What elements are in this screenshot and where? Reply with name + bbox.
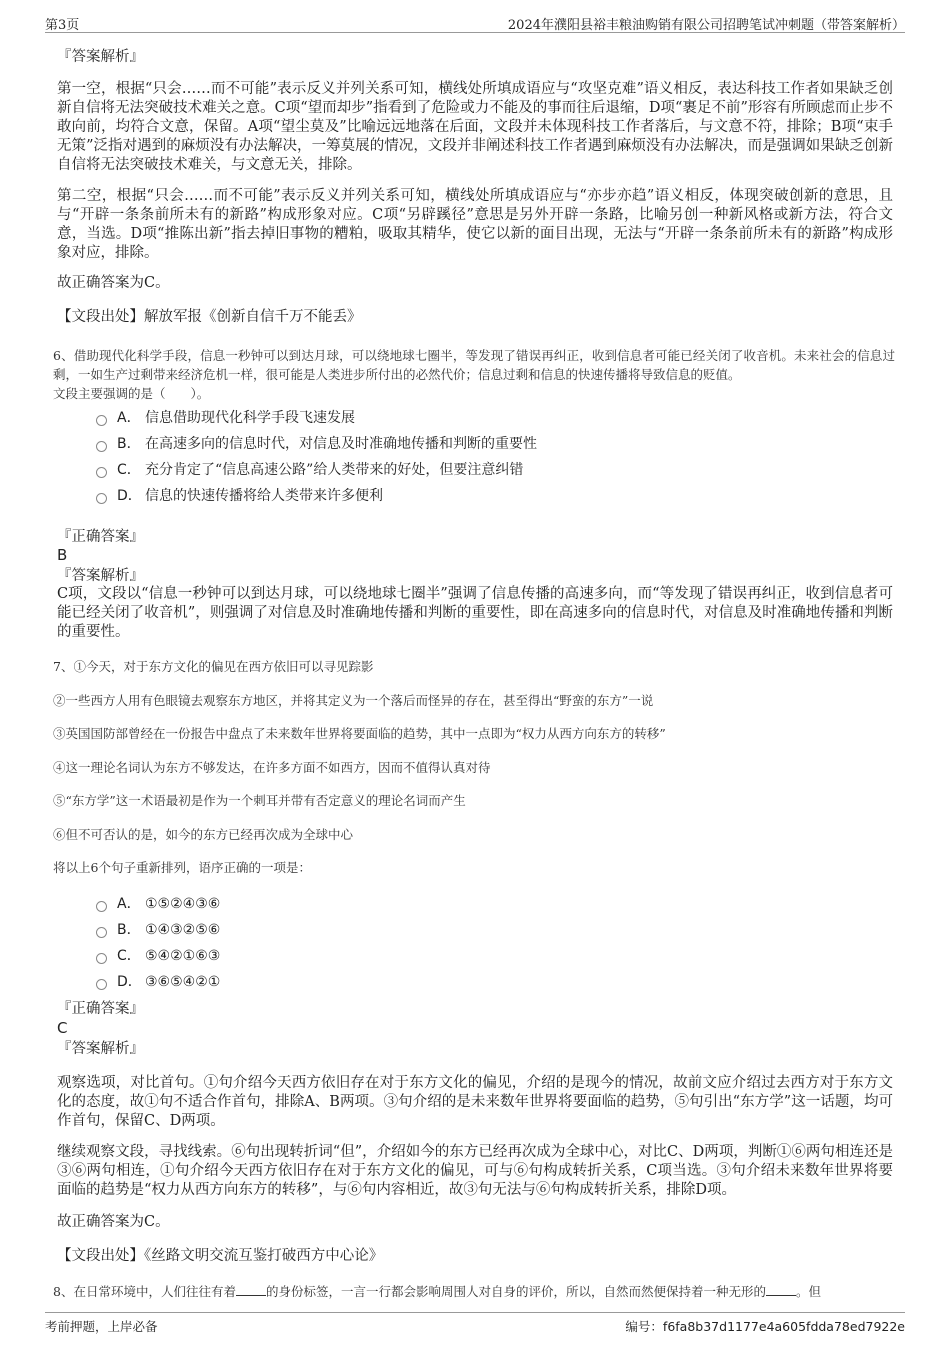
q8-blank-2: [766, 1283, 796, 1296]
q7-conclusion: 故正确答案为C。: [57, 1214, 170, 1230]
radio-icon[interactable]: [96, 415, 107, 426]
q7-sentence-1: 7、①今天，对于东方文化的偏见在西方依旧可以寻见踪影: [53, 659, 374, 674]
q5-analysis-para2: [57, 187, 893, 263]
footer-slogan: 考前押题，上岸必备: [45, 1319, 158, 1334]
q8-stem-part-b: 的身份标签，一言一行都会影响周围人对自身的评价，所以，自然而然便保持着一种无形的: [265, 1284, 766, 1299]
q5-para1-text: 第一空，根据“只会……而不可能”表示反义并列关系可知，横线处所填成语应与“攻坚克难”语义相反，表达科技工作者如果缺乏创新自信将无法突破技术难关之意。C项“望而却步”指看到了危险或力不能及的事而往后退缩，D项“裹足不前”形容有所顾虑而止步不敢向前，均符合文意，保留。A项“望尘莫及”比喻远远地落在后面，文段并未体现科技工作者落后，与文意不符，排除；B项“束手无策”泛指对遇到的麻烦没有办法解决，一筹莫展的情况，文段并非阐述科技工作者遇到麻烦没有办法解决，而是强调如果缺乏创新自信将无法突破技术难关，与文意无关，排除。: [57, 81, 893, 173]
q6-correct-answer: B: [57, 546, 68, 564]
option-letter: C．: [117, 462, 141, 478]
option-text: 在高速多向的信息时代，对信息及时准确地传播和判断的重要性: [145, 436, 537, 452]
option-text: 充分肯定了“信息高速公路”给人类带来的好处，但要注意纠错: [145, 462, 524, 478]
q7-para2-text: 继续观察文段，寻找线索。⑥句出现转折词“但”，介绍如今的东方已经再次成为全球中心，对比C、D两项，判断①⑥两句相连还是③⑥两句相连，①句介绍今天西方依旧存在对于东方文化的偏见，可与⑥句构成转折关系，C项当选。③句介绍未来数年世界将要面临的趋势是“权力从西方向东方的转移”，与⑥句内容相近，故③句无法与⑥句构成转折关系，排除D项。: [57, 1144, 893, 1198]
q6-analysis: [57, 585, 893, 642]
option-letter: B．: [117, 436, 141, 452]
q7-option-d[interactable]: [96, 973, 220, 991]
q7-sentence-4: ④这一理论名词认为东方不够发达，在许多方面不如西方，因而不值得认真对待: [53, 760, 491, 775]
radio-icon[interactable]: [96, 467, 107, 478]
radio-icon[interactable]: [96, 901, 107, 912]
q7-para1-text: 观察选项，对比首句。①句介绍今天西方依旧存在对于东方文化的偏见，介绍的是现今的情况，故前文应介绍过去西方对于东方文化的态度，故①句不适合作首句，排除A、B两项。③句介绍的是未来数年世界将要面临的趋势，⑤句引出“东方学”这一话题，均可作首句，保留C、D两项。: [57, 1075, 893, 1129]
radio-icon[interactable]: [96, 953, 107, 964]
q7-correct-answer: C: [57, 1019, 68, 1037]
option-letter: A．: [117, 410, 141, 426]
q8-stem-part-c: 。但: [795, 1284, 821, 1299]
q8-stem-part-a: 8、在日常环境中，人们往往有着: [53, 1284, 236, 1299]
q5-para2-text: 第二空，根据“只会……而不可能”表示反义并列关系可知，横线处所填成语应与“亦步亦趋”语义相反，体现突破创新的意思，且与“开辟一条条前所未有的新路”构成形象对应。C项“另辟蹊径”意思是另外开辟一条路，比喻另创一种新风格或新方法，符合文意，当选。D项“推陈出新”指去掉旧事物的糟粕，吸取其精华，使它以新的面目出现，无法与“开辟一条条前所未有的新路”构成形象对应，排除。: [57, 188, 893, 261]
option-letter: C．: [117, 948, 141, 964]
document-title: 2024年濮阳县裕丰粮油购销有限公司招聘笔试冲刺题（带答案解析）: [507, 18, 905, 33]
q7-analysis-para1: [57, 1074, 893, 1131]
radio-icon[interactable]: [96, 441, 107, 452]
q7-option-b[interactable]: [96, 921, 220, 939]
q7-source: 【文段出处】《丝路文明交流互鉴打破西方中心论》: [57, 1248, 384, 1264]
option-text: ①④③②⑤⑥: [145, 922, 221, 938]
page-header: [45, 10, 905, 33]
q6-stem: 6、借助现代化科学手段，信息一秒钟可以到达月球，可以绕地球七圈半，等发现了错误再纠正，收到信息者可能已经关闭了收音机。未来社会的信息过剩，一如生产过剩带来经济危机一样，很可能是人类进步所付出的必然代价；信息过剩和信息的快速传播将导致信息的贬值。: [53, 348, 895, 382]
q7-option-a[interactable]: [96, 895, 220, 913]
q6-correct-label: 『正确答案』: [57, 529, 144, 545]
q7-analysis-para2: [57, 1143, 893, 1200]
footer-code: [625, 1317, 905, 1335]
q7-question: 将以上6个句子重新排列，语序正确的一项是：: [53, 860, 311, 875]
q8-stem: [53, 1282, 895, 1301]
q7-sentence-2: ②一些西方人用有色眼镜去观察东方地区，并将其定义为一个落后而怪异的存在，甚至得出“野蛮的东方”一说: [53, 693, 654, 708]
footer-code-label: 编号：: [625, 1319, 663, 1334]
q6-analysis-label: 『答案解析』: [57, 568, 144, 584]
option-text: ③⑥⑤④②①: [145, 974, 221, 990]
q7-correct-label: 『正确答案』: [57, 1001, 144, 1017]
q7-option-c[interactable]: [96, 947, 220, 965]
option-letter: B．: [117, 922, 141, 938]
option-text: ⑤④②①⑥③: [145, 948, 221, 964]
option-text: 信息的快速传播将给人类带来许多便利: [145, 488, 383, 504]
q5-source: 【文段出处】解放军报《创新自信千万不能丢》: [57, 309, 362, 325]
q7-analysis-label: 『答案解析』: [57, 1041, 144, 1057]
footer-code-value: f6fa8b37d1177e4a605fdda78ed7922e: [662, 1319, 905, 1334]
q5-analysis-label: 『答案解析』: [57, 49, 144, 65]
q6-option-d[interactable]: [96, 487, 383, 505]
radio-icon[interactable]: [96, 493, 107, 504]
q7-sentence-5: ⑤“东方学”这一术语最初是作为一个刺耳并带有否定意义的理论名词而产生: [53, 793, 466, 808]
q6-option-c[interactable]: [96, 461, 523, 479]
q7-sentence-6: ⑥但不可否认的是，如今的东方已经再次成为全球中心: [53, 827, 354, 842]
q6-option-a[interactable]: [96, 409, 355, 427]
option-letter: D．: [117, 488, 142, 504]
option-letter: A．: [117, 896, 141, 912]
radio-icon[interactable]: [96, 927, 107, 938]
option-text: 信息借助现代化科学手段飞速发展: [145, 410, 355, 426]
q6-analysis-text: C项，文段以“信息一秒钟可以到达月球，可以绕地球七圈半”强调了信息传播的高速多向，而“等发现了错误再纠正，收到信息者可能已经关闭了收音机”，则强调了对信息及时准确地传播和判断的重要性，即在高速多向的信息时代，对信息及时准确地传播和判断的重要性。: [57, 586, 893, 640]
q7-sentence-3: ③英国国防部曾经在一份报告中盘点了未来数年世界将要面临的趋势，其中一点即为“权力从西方向东方的转移”: [53, 726, 666, 741]
q6-option-b[interactable]: [96, 435, 537, 453]
q6-question: 文段主要强调的是（ ）。: [53, 386, 210, 401]
radio-icon[interactable]: [96, 979, 107, 990]
page-number: 第3页: [45, 18, 80, 33]
q5-analysis-para1: [57, 80, 893, 175]
q8-blank-1: [236, 1283, 266, 1296]
q5-conclusion: 故正确答案为C。: [57, 275, 170, 291]
option-text: ①⑤②④③⑥: [145, 896, 221, 912]
page-footer: [45, 1312, 905, 1335]
option-letter: D．: [117, 974, 142, 990]
